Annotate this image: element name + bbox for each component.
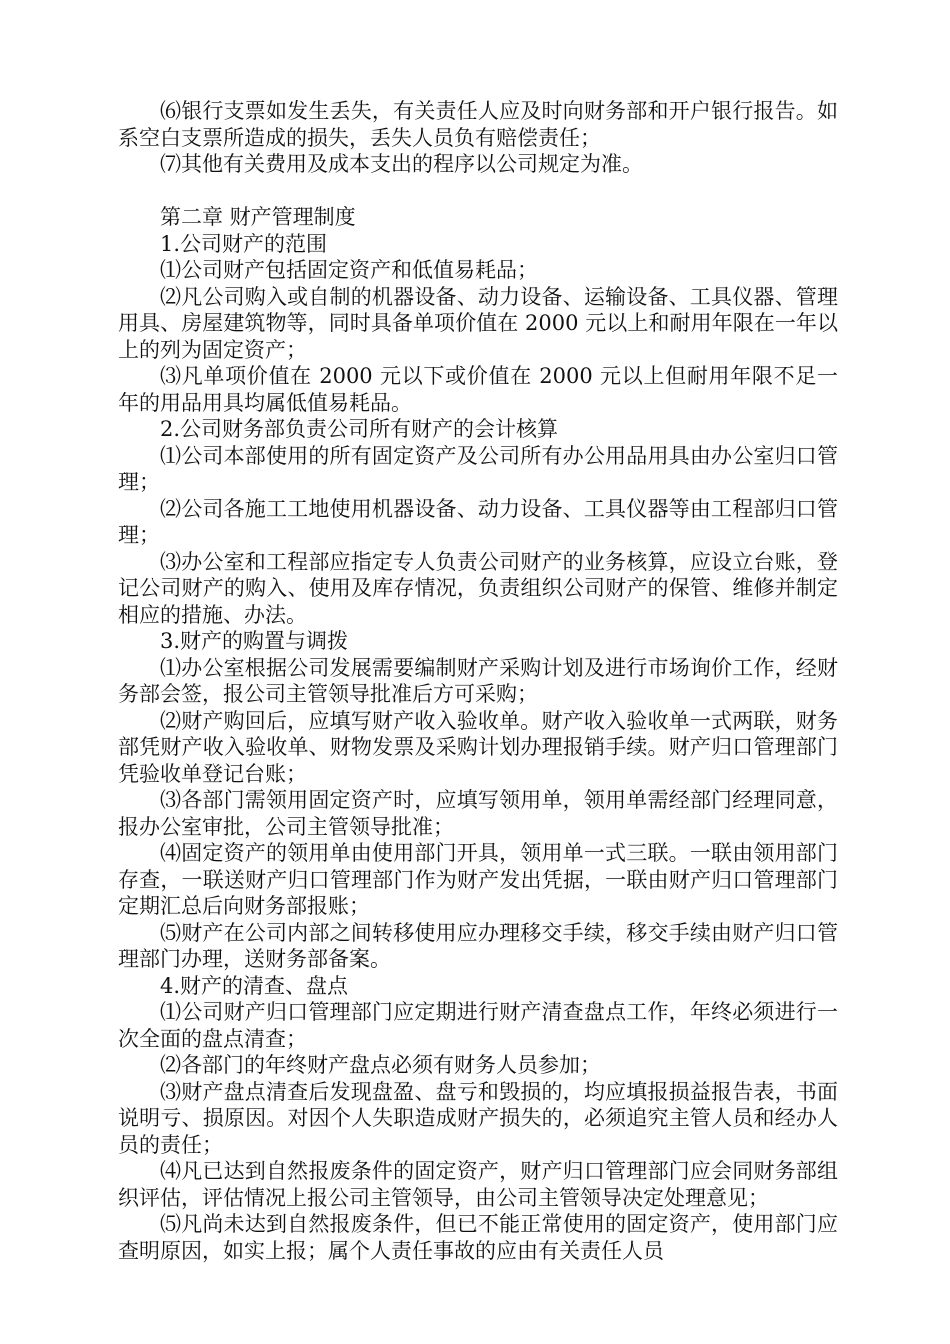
- paragraph: ⑵凡公司购入或自制的机器设备、动力设备、运输设备、工具仪器、管理用具、房屋建筑物等，同时具备单项价值在 2000 元以上和耐用年限在一年以上的列为固定资产；: [118, 284, 838, 362]
- paragraph: ⑷凡已达到自然报废条件的固定资产，财产归口管理部门应会同财务部组织评估，评估情况上报公司主管领导，由公司主管领导决定处理意见；: [118, 1159, 838, 1210]
- blank-line: [118, 178, 838, 205]
- paragraph: ⑴公司财产包括固定资产和低值易耗品；: [160, 258, 538, 282]
- paragraph: ⑸财产在公司内部之间转移使用应办理移交手续，移交手续由财产归口管理部门办理，送财务部备案。: [118, 920, 838, 971]
- section-heading: 1.公司财产的范围: [160, 231, 328, 256]
- paragraph: ⑵财产购回后，应填写财产收入验收单。财产收入验收单一式两联，财务部凭财产收入验收单、财物发票及采购计划办理报销手续。财产归口管理部门凭验收单登记台账；: [118, 708, 838, 786]
- paragraph: ⑸凡尚未达到自然报废条件，但已不能正常使用的固定资产，使用部门应查明原因，如实上报；属个人责任事故的应由有关责任人员: [118, 1212, 838, 1263]
- paragraph: ⑹银行支票如发生丢失，有关责任人应及时向财务部和开户银行报告。如系空白支票所造成的损失，丢失人员负有赔偿责任；: [118, 99, 838, 150]
- paragraph: ⑵公司各施工工地使用机器设备、动力设备、工具仪器等由工程部归口管理；: [118, 496, 838, 547]
- paragraph: ⑷固定资产的领用单由使用部门开具，领用单一式三联。一联由领用部门存查，一联送财产归口管理部门作为财产发出凭据，一联由财产归口管理部门定期汇总后向财务部报账；: [118, 841, 838, 918]
- section-heading: 4.财产的清查、盘点: [160, 973, 349, 998]
- paragraph: ⑴公司财产归口管理部门应定期进行财产清查盘点工作，年终必须进行一次全面的盘点清查；: [118, 1000, 838, 1051]
- paragraph: ⑶办公室和工程部应指定专人负责公司财产的业务核算，应设立台账，登记公司财产的购入、使用及库存情况，负责组织公司财产的保管、维修并制定相应的措施、办法。: [118, 549, 838, 627]
- section-heading: 2.公司财务部负责公司所有财产的会计核算: [160, 417, 559, 441]
- paragraph: ⑵各部门的年终财产盘点必须有财务人员参加；: [160, 1053, 601, 1077]
- paragraph: ⑺其他有关费用及成本支出的程序以公司规定为准。: [160, 152, 643, 176]
- paragraph: ⑶凡单项价值在 2000 元以下或价值在 2000 元以上但耐用年限不足一年的用品用具均属低值易耗品。: [118, 364, 838, 415]
- paragraph: ⑶财产盘点清查后发现盘盈、盘亏和毁损的，均应填报损益报告表，书面说明亏、损原因。对因个人失职造成财产损失的，必须追究主管人员和经办人员的责任；: [118, 1079, 838, 1157]
- section-heading: 3.财产的购置与调拨: [160, 629, 349, 653]
- paragraph: ⑴办公室根据公司发展需要编制财产采购计划及进行市场询价工作，经财务部会签，报公司主管领导批准后方可采购；: [118, 655, 838, 706]
- paragraph: ⑶各部门需领用固定资产时，应填写领用单，领用单需经部门经理同意，报办公室审批，公司主管领导批准；: [118, 788, 838, 839]
- paragraph: ⑴公司本部使用的所有固定资产及公司所有办公用品用具由办公室归口管理；: [118, 443, 838, 494]
- chapter-heading: 第二章 财产管理制度: [160, 205, 356, 229]
- document-body: [118, 98, 838, 1264]
